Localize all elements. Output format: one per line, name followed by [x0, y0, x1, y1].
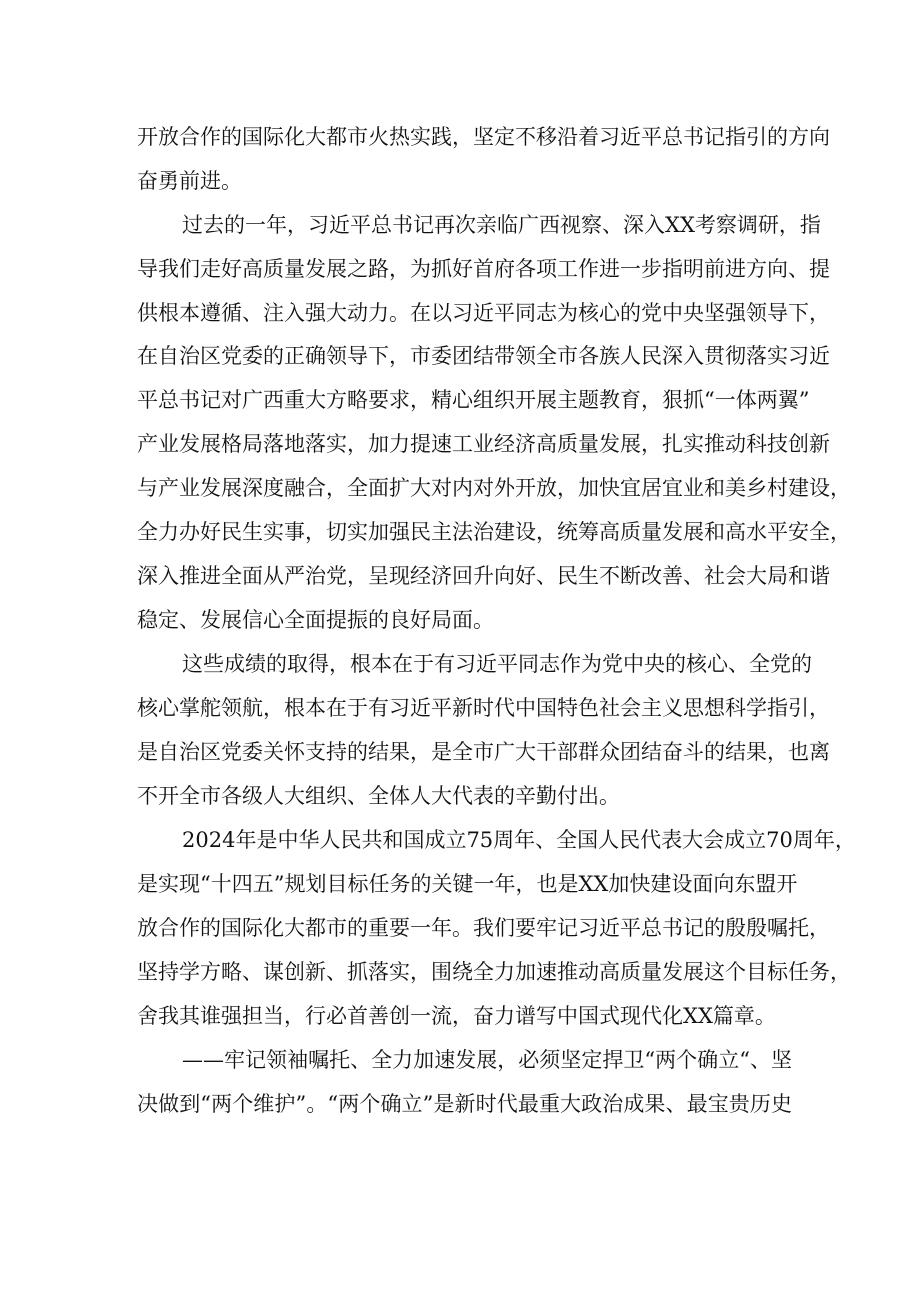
paragraph-2-line-4: 在自治区党委的正确领导下，市委团结带领全市各族人民深入贯彻落实习近	[137, 344, 830, 368]
paragraph-4-line-1: 2024年是中华人民共和国成立75周年、全国人民代表大会成立70周年，	[182, 828, 856, 852]
paragraph-2-line-5: 平总书记对广西重大方略要求，精心组织开展主题教育，狠抓“一体两翼”	[137, 388, 810, 412]
paragraph-2-line-6: 产业发展格局落地落实，加力提速工业经济高质量发展，扎实推动科技创新	[137, 432, 830, 456]
paragraph-2-line-2: 导我们走好高质量发展之路，为抓好首府各项工作进一步指明前进方向、提	[137, 257, 830, 281]
paragraph-3-line-1: 这些成绩的取得，根本在于有习近平同志作为党中央的核心、全党的	[182, 652, 812, 676]
paragraph-4-line-3: 放合作的国际化大都市的重要一年。我们要牢记习近平总书记的殷殷嘱托，	[137, 916, 830, 940]
paragraph-4-line-2: 是实现“十四五”规划目标任务的关键一年，也是XX加快建设面向东盟开	[137, 872, 798, 896]
paragraph-2-line-1: 过去的一年，习近平总书记再次亲临广西视察、深入XX考察调研，指	[182, 213, 821, 237]
paragraph-2-line-10: 稳定、发展信心全面提振的良好局面。	[137, 608, 494, 632]
paragraph-4-line-4: 坚持学方略、谋创新、抓落实，围绕全力加速推动高质量发展这个目标任务，	[137, 960, 851, 984]
paragraph-2-line-9: 深入推进全面从严治党，呈现经济回升向好、民生不断改善、社会大局和谐	[137, 564, 830, 588]
paragraph-3-line-4: 不开全市各级人大组织、全体人大代表的辛勤付出。	[137, 784, 620, 808]
paragraph-5-line-2: 决做到“两个维护”。“两个确立”是新时代最重大政治成果、最宝贵历史	[137, 1092, 792, 1116]
paragraph-5-line-1: ——牢记领袖嘱托、全力加速发展，必须坚定捍卫“两个确立“、坚	[182, 1048, 792, 1072]
paragraph-2-line-7: 与产业发展深度融合，全面扩大对内对外开放，加快宜居宜业和美乡村建设，	[137, 476, 851, 500]
text-line-1: 开放合作的国际化大都市火热实践，坚定不移沿着习近平总书记指引的方向	[137, 125, 830, 149]
paragraph-3-line-2: 核心掌舵领航，根本在于有习近平新时代中国特色社会主义思想科学指引，	[137, 696, 830, 720]
paragraph-4-line-5: 舍我其谁强担当，行必首善创一流，奋力谱写中国式现代化XX篇章。	[137, 1004, 776, 1028]
text-line-2: 奋勇前进。	[137, 169, 242, 193]
paragraph-2-line-3: 供根本遵循、注入强大动力。在以习近平同志为核心的党中央坚强领导下，	[137, 301, 830, 325]
paragraph-3-line-3: 是自治区党委关怀支持的结果，是全市广大干部群众团结奋斗的结果，也离	[137, 740, 830, 764]
paragraph-2-line-8: 全力办好民生实事，切实加强民主法治建设，统筹高质量发展和高水平安全，	[137, 520, 851, 544]
